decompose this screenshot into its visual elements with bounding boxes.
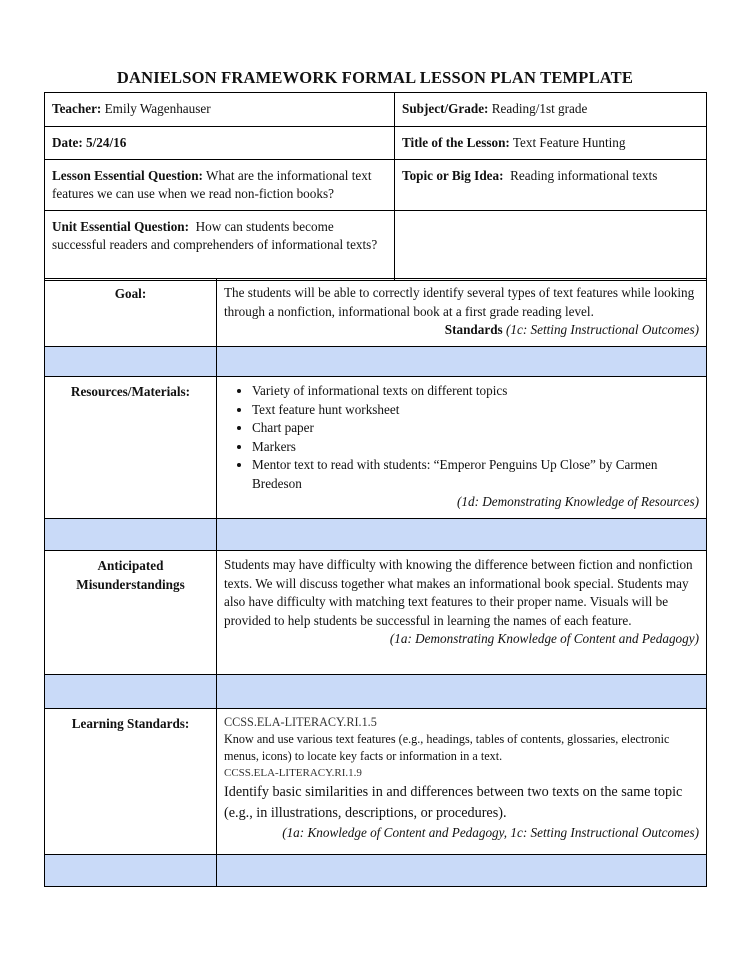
spacer-row — [45, 675, 707, 709]
misunderstandings-label: Anticipated Misunderstandings — [45, 551, 217, 675]
list-item: • Chart paper — [252, 419, 699, 438]
unit-essential-question-cell: Unit Essential Question: How can students become successful readers and comprehenders of informational texts? — [45, 211, 395, 281]
spacer-row — [45, 347, 707, 377]
resources-row — [45, 377, 707, 519]
date-cell: Date: 5/24/16 — [45, 127, 395, 160]
lesson-plan-table — [44, 278, 707, 887]
teacher-cell: Teacher: Emily Wagenhauser — [45, 93, 395, 127]
list-item: • Mentor text to read with students: “Emperor Penguins Up Close” by Carmen Bredeson — [252, 456, 699, 493]
empty-cell — [395, 211, 707, 281]
learning-standards-row — [45, 709, 707, 855]
list-item: • Markers — [252, 438, 699, 457]
lesson-title-cell: Title of the Lesson: Text Feature Hunting — [395, 127, 707, 160]
learning-standards-ref: (1a: Knowledge of Content and Pedagogy, 1c: Setting Instructional Outcomes) — [282, 825, 699, 840]
misunderstandings-text: Students may have difficulty with knowing the difference between fiction and nonfiction texts. We will discuss together what makes an informational book special. Students may also have difficulty with matching text features to their proper name. Visuals will be provided to help students be successful in learning the names of each feature. — [224, 557, 693, 628]
list-item: • Variety of informational texts on different topics — [252, 382, 699, 401]
goal-standards: Standards (1c: Setting Instructional Outcomes) — [444, 322, 699, 337]
misunderstandings-row — [45, 551, 707, 675]
resources-content — [217, 377, 707, 519]
lesson-title-value: Text Feature Hunting — [512, 135, 626, 150]
resources-list — [224, 382, 699, 493]
goal-row — [45, 279, 707, 347]
misunderstandings-content — [217, 551, 707, 675]
learning-standards-content — [217, 709, 707, 855]
goal-label: Goal: — [45, 279, 217, 347]
subject-value: Reading/1st grade — [491, 101, 588, 116]
standard-text: Know and use various text features (e.g., headings, tables of contents, glossaries, electronic menus, icons) to locate key facts or information in a text. — [224, 732, 670, 763]
learning-standards-label: Learning Standards: — [45, 709, 217, 855]
standard-code: CCSS.ELA-LITERACY.RI.1.9 — [224, 767, 362, 779]
document-title: DANIELSON FRAMEWORK FORMAL LESSON PLAN TEMPLATE — [116, 68, 634, 87]
list-item: • Text feature hunt worksheet — [252, 401, 699, 420]
spacer-row — [45, 519, 707, 551]
misunderstandings-ref: (1a: Demonstrating Knowledge of Content and Pedagogy) — [389, 631, 699, 646]
topic-cell: Topic or Big Idea: Reading informational texts — [395, 160, 707, 211]
teacher-value: Emily Wagenhauser — [104, 101, 211, 116]
subject-cell: Subject/Grade: Reading/1st grade — [395, 93, 707, 127]
resources-label: Resources/Materials: — [45, 377, 217, 519]
resources-ref: (1d: Demonstrating Knowledge of Resources) — [457, 494, 699, 509]
standard-code: CCSS.ELA-LITERACY.RI.1.5 — [224, 715, 377, 729]
header-table — [44, 92, 707, 281]
spacer-row — [45, 855, 707, 887]
goal-content — [217, 279, 707, 347]
lesson-essential-question-cell: Lesson Essential Question: What are the informational text features we can use when we read non-fiction books? — [45, 160, 395, 211]
standard-text: Identify basic similarities in and differences between two texts on the same topic (e.g., in illustrations, descriptions, or procedures). — [224, 784, 683, 821]
goal-text: The students will be able to correctly identify several types of text features while looking through a nonfiction, informational book at a first grade reading level. — [224, 285, 695, 319]
